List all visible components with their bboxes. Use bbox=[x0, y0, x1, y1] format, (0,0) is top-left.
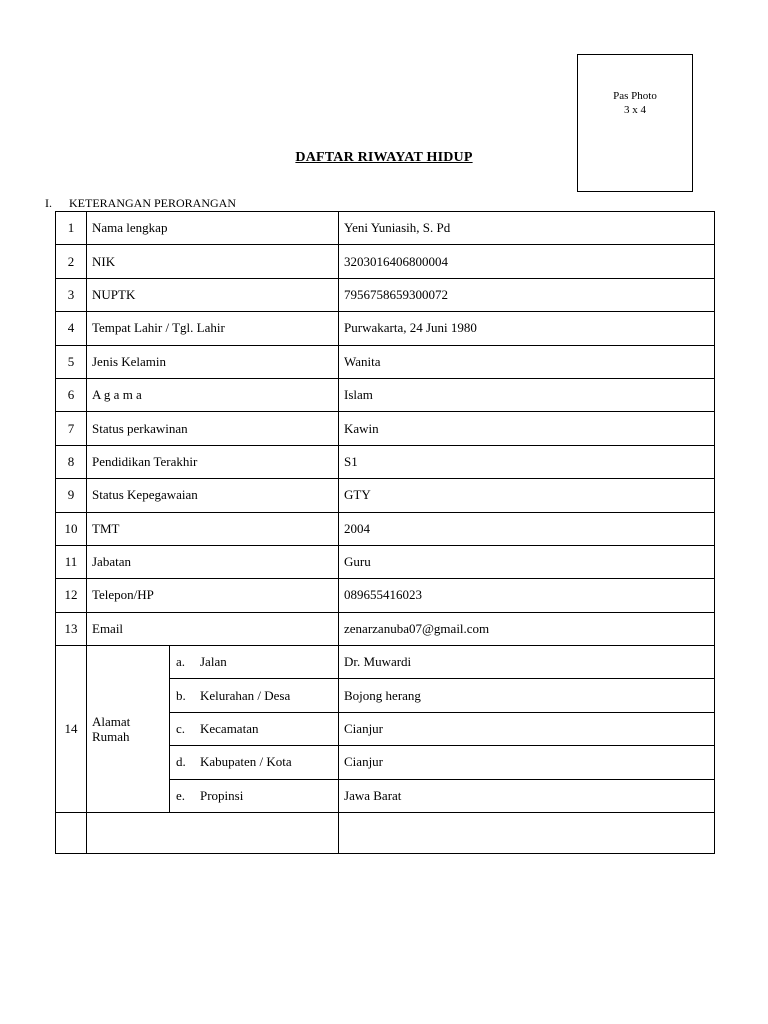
row-label: Jenis Kelamin bbox=[87, 345, 339, 378]
table-row bbox=[56, 412, 715, 445]
empty-cell bbox=[339, 813, 715, 854]
row-value: GTY bbox=[339, 479, 715, 512]
address-value: Dr. Muwardi bbox=[339, 646, 715, 679]
row-number: 9 bbox=[56, 479, 87, 512]
address-value: Cianjur bbox=[339, 746, 715, 779]
row-label: NUPTK bbox=[87, 278, 339, 311]
row-label: Telepon/HP bbox=[87, 579, 339, 612]
table-row bbox=[56, 245, 715, 278]
address-item-letter: e. bbox=[176, 787, 186, 803]
row-label: Nama lengkap bbox=[87, 212, 339, 245]
row-value: Yeni Yuniasih, S. Pd bbox=[339, 212, 715, 245]
address-item-letter: a. bbox=[176, 654, 186, 670]
table-row bbox=[56, 512, 715, 545]
empty-cell bbox=[56, 813, 87, 854]
row-number: 5 bbox=[56, 345, 87, 378]
address-value: Jawa Barat bbox=[339, 779, 715, 812]
address-value: Cianjur bbox=[339, 712, 715, 745]
row-value: 7956758659300072 bbox=[339, 278, 715, 311]
photo-size: 3 x 4 bbox=[624, 104, 646, 116]
row-number: 10 bbox=[56, 512, 87, 545]
row-label: Tempat Lahir / Tgl. Lahir bbox=[87, 312, 339, 345]
row-label: Jabatan bbox=[87, 545, 339, 578]
table-row bbox=[56, 378, 715, 411]
section-title: KETERANGAN PERORANGAN bbox=[69, 196, 236, 210]
row-number: 8 bbox=[56, 445, 87, 478]
empty-row bbox=[56, 813, 715, 854]
row-value: zenarzanuba07@gmail.com bbox=[339, 612, 715, 645]
row-number: 12 bbox=[56, 579, 87, 612]
table-row bbox=[56, 278, 715, 311]
row-number: 13 bbox=[56, 612, 87, 645]
row-number: 2 bbox=[56, 245, 87, 278]
row-label: Status Kepegawaian bbox=[87, 479, 339, 512]
row-label: A g a m a bbox=[87, 378, 339, 411]
row-value: 2004 bbox=[339, 512, 715, 545]
address-field bbox=[170, 646, 339, 679]
address-item-label: Kecamatan bbox=[200, 721, 259, 737]
table-row bbox=[56, 545, 715, 578]
photo-placeholder-box bbox=[577, 54, 693, 192]
row-number: 14 bbox=[56, 646, 87, 813]
personal-info-table bbox=[55, 211, 715, 854]
empty-cell bbox=[87, 813, 339, 854]
address-item-label: Propinsi bbox=[200, 787, 244, 803]
section-heading bbox=[45, 196, 236, 210]
address-field bbox=[170, 746, 339, 779]
row-number: 1 bbox=[56, 212, 87, 245]
address-item-letter: b. bbox=[176, 687, 186, 703]
row-value: Wanita bbox=[339, 345, 715, 378]
row-value: Guru bbox=[339, 545, 715, 578]
table-row bbox=[56, 345, 715, 378]
address-item-label: Jalan bbox=[200, 654, 227, 670]
address-field bbox=[170, 712, 339, 745]
address-item-letter: c. bbox=[176, 721, 186, 737]
row-value: 089655416023 bbox=[339, 579, 715, 612]
row-value: Islam bbox=[339, 378, 715, 411]
row-label: Pendidikan Terakhir bbox=[87, 445, 339, 478]
row-label: NIK bbox=[87, 245, 339, 278]
table-row bbox=[56, 612, 715, 645]
row-value: Kawin bbox=[339, 412, 715, 445]
row-label: TMT bbox=[87, 512, 339, 545]
row-number: 3 bbox=[56, 278, 87, 311]
section-number: I. bbox=[45, 196, 52, 210]
address-item-label: Kelurahan / Desa bbox=[200, 687, 291, 703]
photo-label: Pas Photo bbox=[613, 90, 657, 102]
document-title: DAFTAR RIWAYAT HIDUP bbox=[295, 150, 473, 165]
row-number: 7 bbox=[56, 412, 87, 445]
address-label: Alamat Rumah bbox=[87, 646, 170, 813]
row-number: 4 bbox=[56, 312, 87, 345]
row-label: Status perkawinan bbox=[87, 412, 339, 445]
address-item-letter: d. bbox=[176, 754, 186, 770]
row-value: S1 bbox=[339, 445, 715, 478]
table-row bbox=[56, 212, 715, 245]
table-row bbox=[56, 479, 715, 512]
table-row bbox=[56, 312, 715, 345]
address-row bbox=[56, 646, 715, 679]
address-value: Bojong herang bbox=[339, 679, 715, 712]
address-field bbox=[170, 779, 339, 812]
table-row bbox=[56, 445, 715, 478]
row-number: 11 bbox=[56, 545, 87, 578]
row-value: 3203016406800004 bbox=[339, 245, 715, 278]
address-item-label: Kabupaten / Kota bbox=[200, 754, 292, 770]
table-row bbox=[56, 579, 715, 612]
row-value: Purwakarta, 24 Juni 1980 bbox=[339, 312, 715, 345]
row-label: Email bbox=[87, 612, 339, 645]
row-number: 6 bbox=[56, 378, 87, 411]
address-field bbox=[170, 679, 339, 712]
